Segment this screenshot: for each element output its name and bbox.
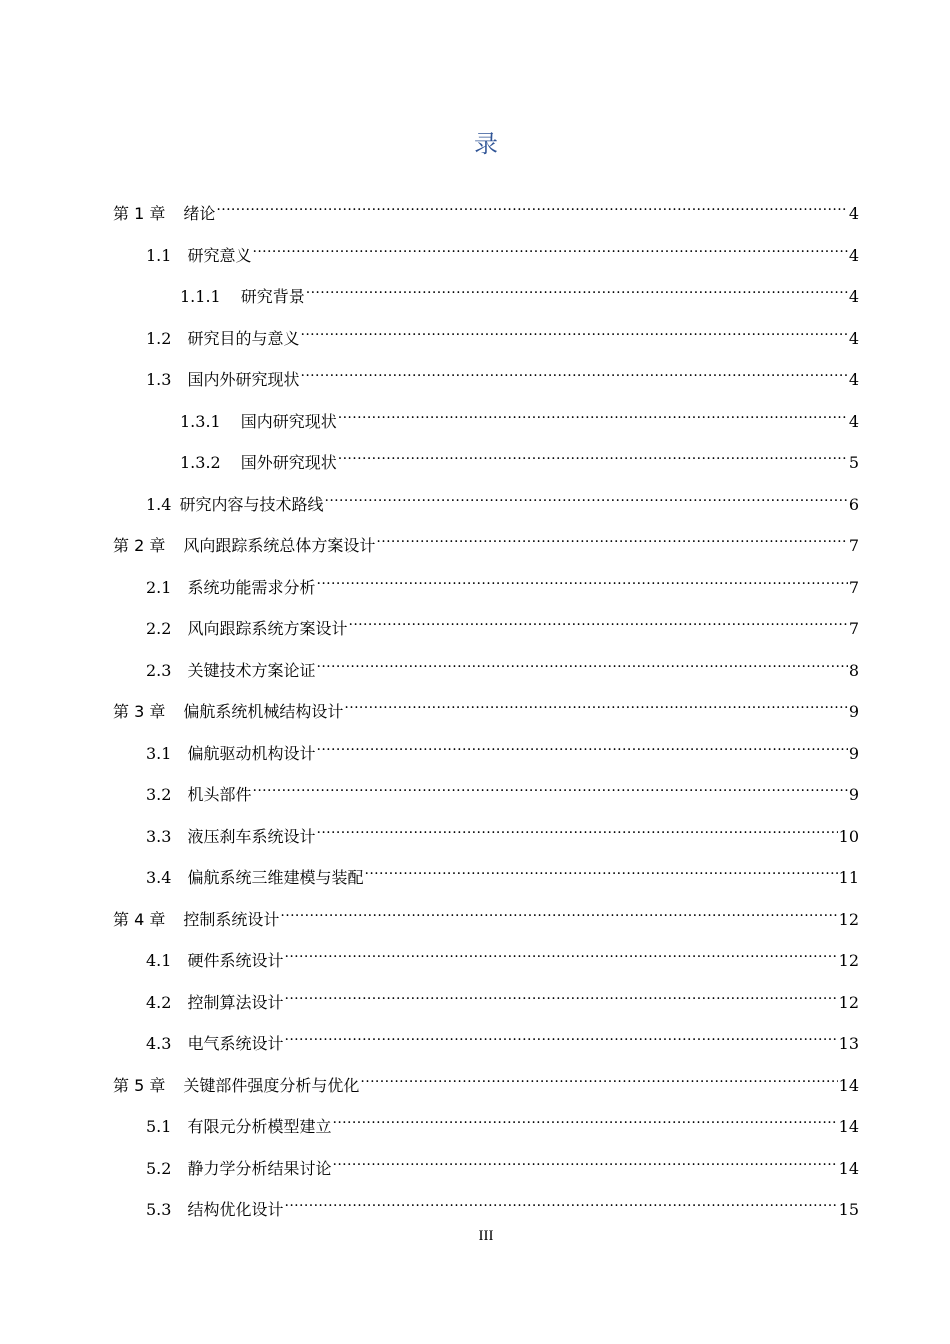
- toc-dot-leader: [316, 812, 837, 842]
- toc-entry[interactable]: [113, 895, 859, 937]
- toc-entry-page: 9: [848, 702, 859, 721]
- toc-dot-leader: [280, 895, 837, 925]
- toc-entry-number: 5.1: [146, 1117, 172, 1136]
- toc-dot-leader: [284, 978, 837, 1008]
- toc-entry[interactable]: [113, 563, 859, 605]
- toc-dot-leader: [316, 646, 847, 676]
- toc-entry-title: 控制系统设计: [183, 909, 280, 929]
- toc-entry-page: 4: [848, 411, 859, 431]
- toc-dot-leader: [338, 438, 848, 468]
- toc-entry-number: 3.4: [146, 868, 172, 887]
- toc-entry-page: 12: [838, 992, 859, 1012]
- toc-entry[interactable]: [113, 355, 859, 397]
- toc-entry-title: 偏航系统机械结构设计: [183, 702, 344, 721]
- toc-entry-number: 1.3: [146, 370, 172, 389]
- toc-entry-number: 4.1: [146, 951, 172, 970]
- toc-dot-leader: [376, 521, 847, 551]
- toc-entry[interactable]: [113, 729, 859, 771]
- toc-entry-title: 国外研究现状: [240, 453, 337, 472]
- toc-entry[interactable]: [113, 438, 859, 480]
- toc-dot-leader: [332, 1102, 837, 1132]
- toc-entry-page: 15: [838, 1200, 859, 1219]
- toc-entry-title: 风向跟踪系统总体方案设计: [183, 536, 376, 555]
- toc-entry[interactable]: [113, 1061, 859, 1103]
- toc-entry-title: 研究内容与技术路线: [179, 494, 324, 514]
- toc-entry-page: 8: [848, 660, 859, 680]
- toc-entry[interactable]: [113, 812, 859, 854]
- toc-entry[interactable]: [113, 604, 859, 646]
- toc-entry-number: 第 5 章: [113, 1075, 166, 1095]
- toc-entry[interactable]: [113, 1144, 859, 1186]
- toc-entry[interactable]: [113, 646, 859, 688]
- toc-entry-number: 1.3.2: [180, 453, 221, 472]
- toc-entry-page: 7: [848, 619, 859, 638]
- toc-entry[interactable]: [113, 1185, 859, 1227]
- toc-entry-title: 研究背景: [240, 287, 305, 306]
- toc-dot-leader: [284, 936, 837, 966]
- toc-entry-title: 控制算法设计: [187, 992, 284, 1012]
- toc-dot-leader: [316, 563, 847, 593]
- toc-entry[interactable]: [113, 1019, 859, 1061]
- toc-entry[interactable]: [113, 978, 859, 1020]
- toc-entry[interactable]: [113, 521, 859, 563]
- toc-entry-title: 绪论: [183, 204, 216, 223]
- toc-entry-title: 静力学分析结果讨论: [187, 1158, 332, 1178]
- toc-entry-title: 风向跟踪系统方案设计: [187, 619, 348, 638]
- toc-entry-number: 2.1: [146, 577, 172, 597]
- toc-entry-title: 关键技术方案论证: [187, 660, 316, 680]
- toc-entry[interactable]: [113, 687, 859, 729]
- toc-entry-title: 硬件系统设计: [187, 951, 284, 970]
- toc-title: 录: [474, 130, 498, 158]
- toc-entry[interactable]: [113, 936, 859, 978]
- toc-entry-page: 4: [848, 328, 859, 348]
- toc-dot-leader: [306, 272, 848, 302]
- toc-entry-number: 1.1: [146, 245, 172, 265]
- toc-dot-leader: [252, 231, 847, 261]
- toc-entry-number: 3.2: [146, 785, 172, 804]
- toc-entry-number: 4.2: [146, 992, 172, 1012]
- toc-entry-title: 有限元分析模型建立: [187, 1117, 332, 1136]
- toc-entry-number: 第 4 章: [113, 909, 166, 929]
- toc-entry-number: 1.3.1: [180, 411, 221, 431]
- toc-entry-page: 4: [848, 245, 859, 265]
- toc-entry-title: 系统功能需求分析: [187, 577, 316, 597]
- toc-dot-leader: [364, 853, 837, 883]
- toc-dot-leader: [252, 770, 847, 800]
- toc-entry-title: 国内外研究现状: [187, 370, 300, 389]
- toc-entry-number: 第 1 章: [113, 204, 166, 223]
- toc-entry-number: 3.1: [146, 743, 172, 763]
- toc-entry[interactable]: [113, 231, 859, 273]
- toc-dot-leader: [344, 687, 847, 717]
- toc-entry-page: 9: [848, 785, 859, 804]
- table-of-contents: [113, 189, 859, 1227]
- toc-entry-page: 13: [838, 1034, 859, 1053]
- toc-entry[interactable]: [113, 853, 859, 895]
- toc-entry-page: 14: [838, 1117, 859, 1136]
- toc-dot-leader: [300, 355, 847, 385]
- toc-dot-leader: [338, 397, 848, 427]
- toc-entry-page: 12: [838, 951, 859, 970]
- toc-entry[interactable]: [113, 1102, 859, 1144]
- toc-entry-title: 机头部件: [187, 785, 252, 804]
- toc-entry-title: 偏航驱动机构设计: [187, 743, 316, 763]
- toc-dot-leader: [360, 1061, 837, 1091]
- toc-entry-number: 2.3: [146, 660, 172, 680]
- toc-entry-number: 1.1.1: [180, 287, 221, 306]
- toc-dot-leader: [216, 189, 847, 219]
- toc-entry[interactable]: [113, 314, 859, 356]
- toc-entry-number: 第 2 章: [113, 536, 166, 555]
- page-number: III: [478, 1228, 494, 1244]
- toc-entry-number: 5.2: [146, 1158, 172, 1178]
- toc-entry[interactable]: [113, 397, 859, 439]
- toc-dot-leader: [316, 729, 847, 759]
- toc-entry-title: 液压刹车系统设计: [187, 826, 316, 846]
- toc-dot-leader: [284, 1185, 837, 1215]
- toc-entry-page: 4: [848, 287, 859, 306]
- toc-entry-number: 1.4: [146, 494, 172, 514]
- toc-entry-page: 7: [848, 577, 859, 597]
- toc-entry-number: 5.3: [146, 1200, 172, 1219]
- toc-entry-number: 2.2: [146, 619, 172, 638]
- toc-entry[interactable]: [113, 189, 859, 231]
- toc-entry[interactable]: [113, 480, 859, 522]
- toc-entry[interactable]: [113, 770, 859, 812]
- toc-entry-page: 11: [838, 868, 859, 887]
- toc-entry-page: 10: [838, 826, 859, 846]
- toc-dot-leader: [348, 604, 847, 634]
- toc-dot-leader: [300, 314, 847, 344]
- toc-entry-page: 7: [848, 536, 859, 555]
- toc-entry-page: 4: [848, 370, 859, 389]
- toc-entry-page: 5: [848, 453, 859, 472]
- toc-entry-page: 14: [838, 1075, 859, 1095]
- toc-dot-leader: [324, 480, 847, 510]
- toc-entry-page: 9: [848, 743, 859, 763]
- toc-entry-number: 4.3: [146, 1034, 172, 1053]
- toc-entry-title: 国内研究现状: [240, 411, 337, 431]
- toc-dot-leader: [284, 1019, 837, 1049]
- toc-dot-leader: [332, 1144, 837, 1174]
- toc-entry-number: 第 3 章: [113, 702, 166, 721]
- toc-entry-page: 12: [838, 909, 859, 929]
- toc-entry-number: 1.2: [146, 328, 172, 348]
- toc-entry-title: 关键部件强度分析与优化: [183, 1075, 360, 1095]
- toc-entry[interactable]: [113, 272, 859, 314]
- toc-entry-number: 3.3: [146, 826, 172, 846]
- toc-entry-title: 研究目的与意义: [187, 328, 300, 348]
- toc-entry-title: 结构优化设计: [187, 1200, 284, 1219]
- toc-entry-page: 4: [848, 204, 859, 223]
- toc-entry-title: 电气系统设计: [187, 1034, 284, 1053]
- toc-entry-title: 偏航系统三维建模与装配: [187, 868, 364, 887]
- toc-entry-title: 研究意义: [187, 245, 252, 265]
- toc-entry-page: 6: [848, 494, 859, 514]
- toc-entry-page: 14: [838, 1158, 859, 1178]
